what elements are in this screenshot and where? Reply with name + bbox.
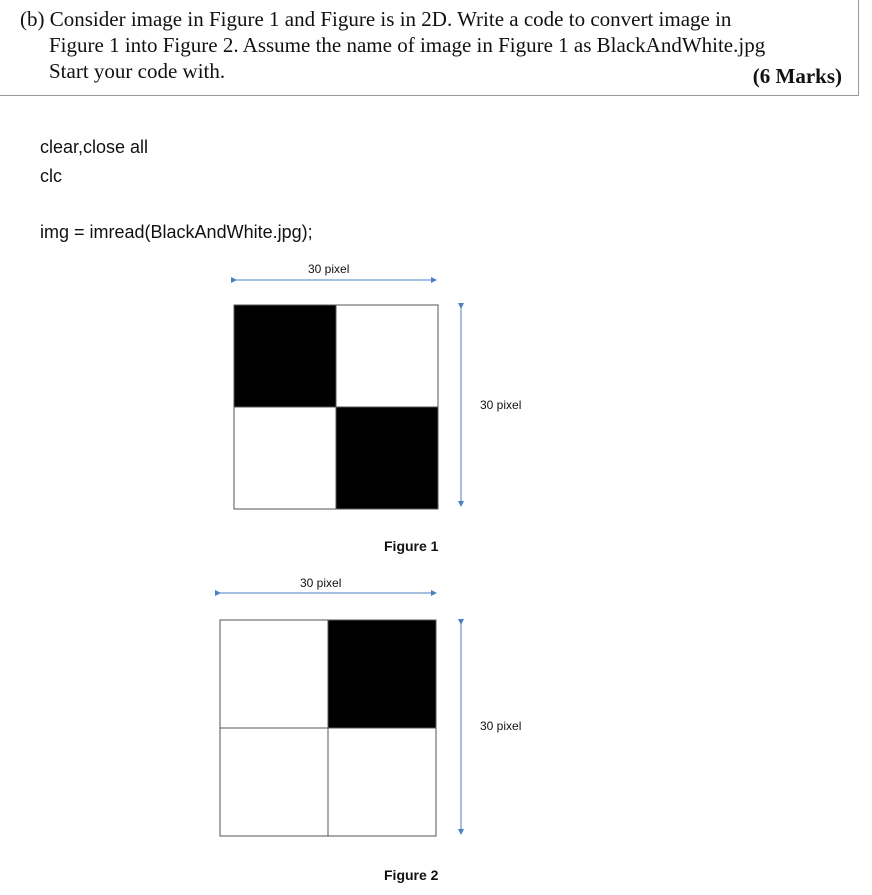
code-line-1: clear,close all <box>40 137 149 157</box>
figure1-height-label: 30 pixel <box>480 398 522 412</box>
figure1-cell-1-0 <box>234 407 336 509</box>
question-line-2: Figure 1 into Figure 2. Assume the name of image in Figure 1 as BlackAndWhite.jpg <box>49 33 766 57</box>
marks-label: (6 Marks) <box>752 64 842 88</box>
question-line-1: (b) Consider image in Figure 1 and Figure is in 2D. Write a code to convert image in <box>20 7 732 31</box>
figure2-cell-0-0 <box>220 620 328 728</box>
question-line-3: Start your code with. <box>49 59 226 83</box>
figure2-grid <box>220 620 436 836</box>
figure2-caption: Figure 2 <box>384 867 439 883</box>
figure1-cell-0-0 <box>234 305 336 407</box>
figure2-cell-0-1 <box>328 620 436 728</box>
figure2-cell-1-0 <box>220 728 328 836</box>
figure1-cell-0-1 <box>336 305 438 407</box>
figure1-grid <box>234 305 438 509</box>
figure1-cell-1-1 <box>336 407 438 509</box>
code-line-3: img = imread(BlackAndWhite.jpg); <box>40 222 313 242</box>
code-line-2: clc <box>40 166 62 186</box>
figure2-height-label: 30 pixel <box>480 719 522 733</box>
figure2-cell-1-1 <box>328 728 436 836</box>
figure1-width-label: 30 pixel <box>308 262 350 276</box>
figure1-caption: Figure 1 <box>384 538 439 554</box>
figure2-width-label: 30 pixel <box>300 576 342 590</box>
